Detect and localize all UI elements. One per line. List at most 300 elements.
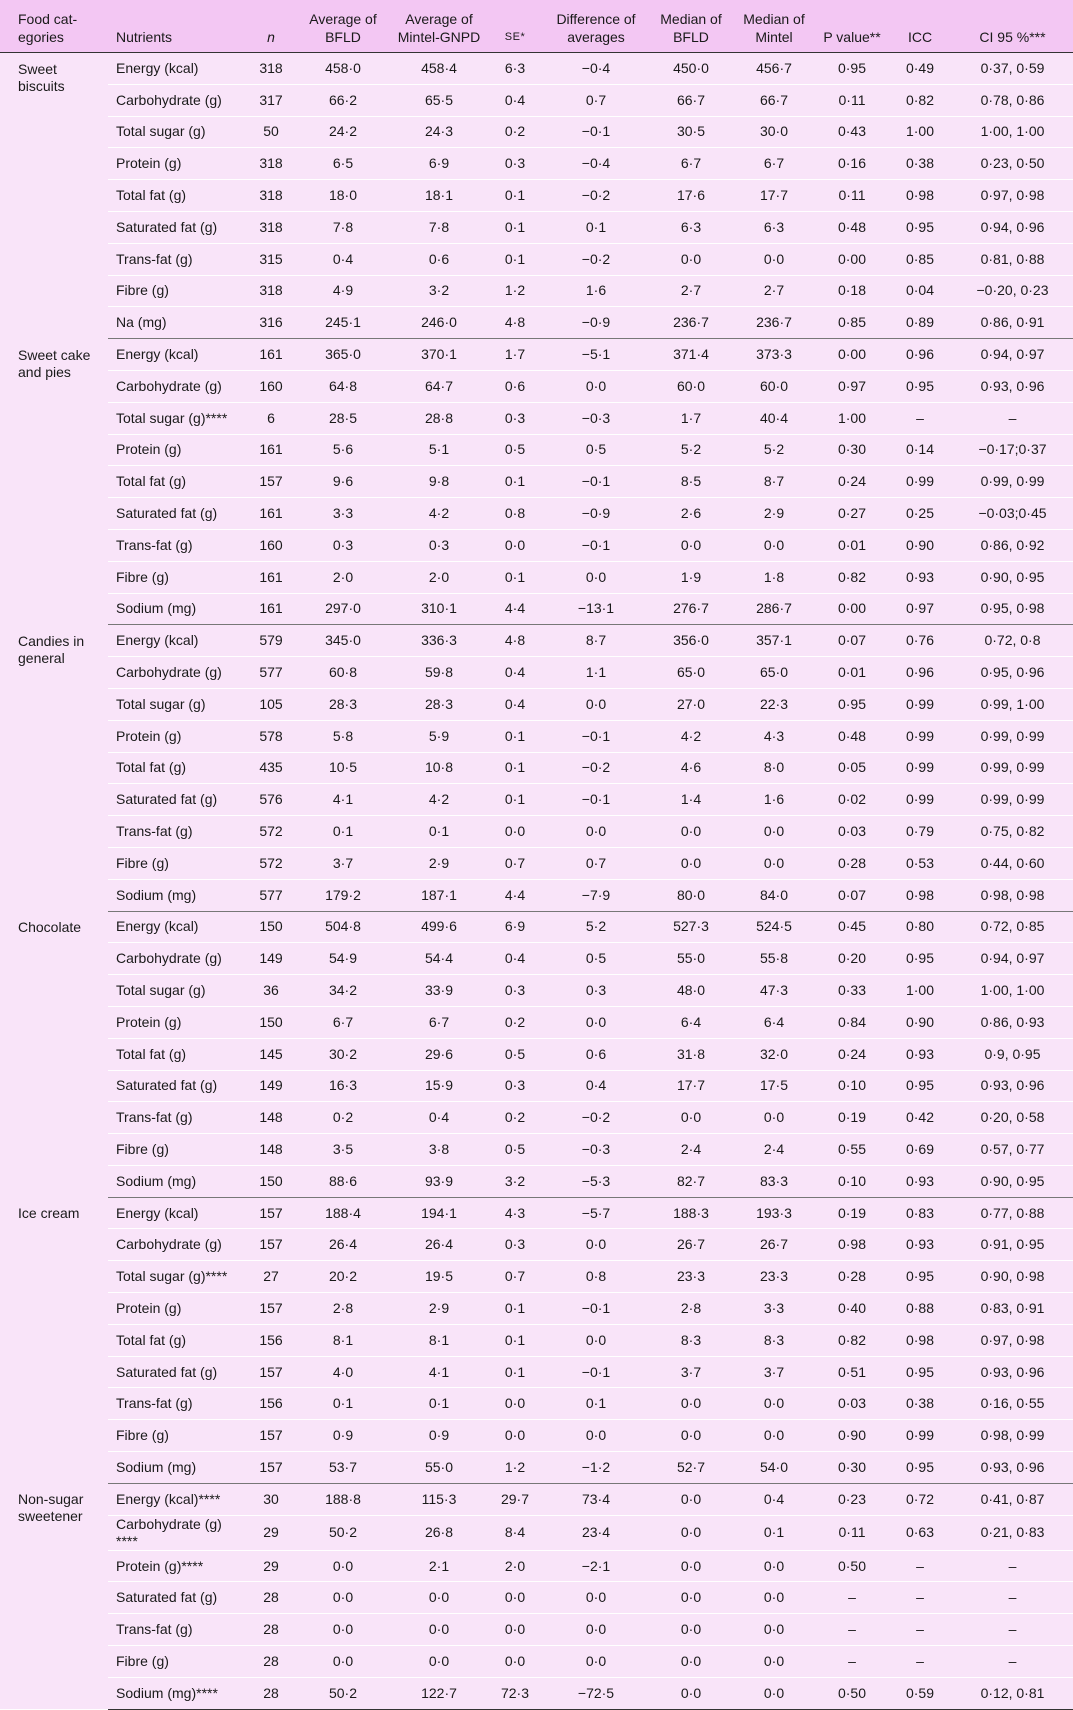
avg-mintel-cell: 4·2 (390, 498, 488, 530)
avg-bfld-cell: 0·4 (296, 243, 390, 275)
nutrient-cell: Total sugar (g) (108, 688, 246, 720)
avg-bfld-cell: 7·8 (296, 211, 390, 243)
median-mintel-cell: 0·0 (732, 1550, 816, 1582)
icc-cell: 0·82 (888, 84, 952, 116)
table-row (0, 1550, 1073, 1582)
ci-cell: 0·94, 0·96 (952, 211, 1073, 243)
avg-mintel-cell: 8·1 (390, 1324, 488, 1356)
nutrient-cell: Protein (g) (108, 434, 246, 466)
se-cell: 0·2 (488, 1006, 542, 1038)
col-se (488, 0, 542, 53)
avg-mintel-cell: 6·7 (390, 1006, 488, 1038)
avg-mintel-cell: 64·7 (390, 370, 488, 402)
se-cell: 4·8 (488, 307, 542, 339)
n-cell: 161 (246, 434, 296, 466)
se-cell: 2·0 (488, 1550, 542, 1582)
nutrient-cell: Sodium (mg) (108, 593, 246, 625)
avg-bfld-cell: 3·7 (296, 847, 390, 879)
n-cell: 157 (246, 1356, 296, 1388)
table-row (0, 720, 1073, 752)
difference-cell: −0·2 (542, 180, 650, 212)
median-mintel-cell: 3·7 (732, 1356, 816, 1388)
median-mintel-cell: 17·5 (732, 1070, 816, 1102)
median-mintel-cell: 0·4 (732, 1483, 816, 1515)
avg-bfld-cell: 0·0 (296, 1550, 390, 1582)
se-cell: 0·8 (488, 498, 542, 530)
median-bfld-cell: 55·0 (650, 943, 732, 975)
table-row (0, 1229, 1073, 1261)
avg-bfld-cell: 0·0 (296, 1582, 390, 1614)
difference-cell: 0·1 (542, 1388, 650, 1420)
nutrient-cell: Total fat (g) (108, 1324, 246, 1356)
table-row (0, 370, 1073, 402)
nutrient-cell: Fibre (g) (108, 561, 246, 593)
table-row (0, 116, 1073, 148)
median-bfld-cell: 31·8 (650, 1038, 732, 1070)
se-cell: 1·7 (488, 339, 542, 371)
avg-mintel-cell: 33·9 (390, 975, 488, 1007)
n-cell: 577 (246, 879, 296, 911)
avg-bfld-label: Average of BFLD (309, 11, 377, 45)
median-bfld-cell: 60·0 (650, 370, 732, 402)
ci-cell: – (952, 1550, 1073, 1582)
median-bfld-cell: 2·8 (650, 1293, 732, 1325)
icc-cell: 0·85 (888, 243, 952, 275)
table-row (0, 84, 1073, 116)
avg-bfld-cell: 10·5 (296, 752, 390, 784)
col-median-mintel (732, 0, 816, 53)
table-row (0, 1582, 1073, 1614)
difference-cell: 0·0 (542, 1614, 650, 1646)
avg-bfld-cell: 6·7 (296, 1006, 390, 1038)
p-value-cell: 0·07 (816, 879, 888, 911)
difference-cell: −2·1 (542, 1550, 650, 1582)
nutrient-cell: Energy (kcal) (108, 625, 246, 657)
icc-cell: 1·00 (888, 975, 952, 1007)
icc-cell: – (888, 1646, 952, 1678)
difference-cell: −72·5 (542, 1677, 650, 1709)
icc-cell: 0·93 (888, 1038, 952, 1070)
avg-bfld-cell: 3·5 (296, 1134, 390, 1166)
ci-cell: 0·9, 0·95 (952, 1038, 1073, 1070)
median-mintel-cell: 0·0 (732, 1582, 816, 1614)
table-row (0, 1197, 1073, 1229)
difference-cell: 0·0 (542, 688, 650, 720)
avg-bfld-cell: 179·2 (296, 879, 390, 911)
difference-cell: −0·3 (542, 402, 650, 434)
median-mintel-cell: 55·8 (732, 943, 816, 975)
table-row (0, 752, 1073, 784)
p-value-cell: 0·95 (816, 688, 888, 720)
avg-mintel-cell: 26·4 (390, 1229, 488, 1261)
nutrient-cell: Protein (g) (108, 1293, 246, 1325)
icc-cell: 1·00 (888, 116, 952, 148)
avg-bfld-cell: 0·9 (296, 1420, 390, 1452)
icc-cell: 0·95 (888, 1452, 952, 1484)
n-cell: 149 (246, 1070, 296, 1102)
difference-cell: 0·0 (542, 370, 650, 402)
median-bfld-cell: 2·4 (650, 1134, 732, 1166)
icc-cell: – (888, 402, 952, 434)
nutrient-cell: Protein (g)**** (108, 1550, 246, 1582)
table-row (0, 784, 1073, 816)
col-food-categories (0, 0, 108, 53)
se-cell: 0·1 (488, 561, 542, 593)
n-cell: 148 (246, 1102, 296, 1134)
table-row (0, 211, 1073, 243)
avg-mintel-cell: 194·1 (390, 1197, 488, 1229)
ci-cell: 0·21, 0·83 (952, 1515, 1073, 1550)
n-cell: 578 (246, 720, 296, 752)
ci-cell: – (952, 1646, 1073, 1678)
table-row (0, 1102, 1073, 1134)
difference-cell: 0·4 (542, 1070, 650, 1102)
difference-cell: 0·0 (542, 1324, 650, 1356)
col-nutrients (108, 0, 246, 53)
icc-cell: 0·53 (888, 847, 952, 879)
n-cell: 28 (246, 1614, 296, 1646)
median-bfld-cell: 0·0 (650, 1646, 732, 1678)
ci-cell: 0·16, 0·55 (952, 1388, 1073, 1420)
n-cell: 316 (246, 307, 296, 339)
nutrient-cell: Carbohydrate (g) (108, 657, 246, 689)
median-mintel-cell: 6·4 (732, 1006, 816, 1038)
se-cell: 0·7 (488, 1261, 542, 1293)
median-bfld-cell: 17·7 (650, 1070, 732, 1102)
se-cell: 0·1 (488, 466, 542, 498)
median-mintel-cell: 22·3 (732, 688, 816, 720)
ci-cell: 0·93, 0·96 (952, 1070, 1073, 1102)
n-label: n (267, 29, 275, 45)
icc-label: ICC (907, 29, 933, 45)
difference-cell: 23·4 (542, 1515, 650, 1550)
median-bfld-label: Median of BFLD (660, 11, 722, 45)
se-cell: 0·0 (488, 1582, 542, 1614)
n-cell: 318 (246, 53, 296, 85)
ci-cell: 0·99, 1·00 (952, 688, 1073, 720)
icc-cell: – (888, 1614, 952, 1646)
p-value-cell: 0·03 (816, 816, 888, 848)
ci-cell: 0·97, 0·98 (952, 1324, 1073, 1356)
difference-cell: 8·7 (542, 625, 650, 657)
median-bfld-cell: 0·0 (650, 1483, 732, 1515)
avg-mintel-cell: 336·3 (390, 625, 488, 657)
median-mintel-cell: 0·0 (732, 1102, 816, 1134)
difference-cell: 0·0 (542, 816, 650, 848)
difference-cell: −0·1 (542, 529, 650, 561)
median-mintel-cell: 0·0 (732, 816, 816, 848)
p-value-cell: 0·10 (816, 1070, 888, 1102)
col-median-bfld (650, 0, 732, 53)
median-mintel-cell: 456·7 (732, 53, 816, 85)
ci-cell: 0·78, 0·86 (952, 84, 1073, 116)
median-bfld-cell: 0·0 (650, 816, 732, 848)
nutrient-cell: Energy (kcal) (108, 1197, 246, 1229)
avg-mintel-cell: 187·1 (390, 879, 488, 911)
avg-bfld-cell: 60·8 (296, 657, 390, 689)
nutrient-cell: Trans-fat (g) (108, 243, 246, 275)
n-cell: 50 (246, 116, 296, 148)
n-cell: 572 (246, 847, 296, 879)
median-bfld-cell: 0·0 (650, 1677, 732, 1709)
avg-bfld-cell: 16·3 (296, 1070, 390, 1102)
se-cell: 3·2 (488, 1165, 542, 1197)
median-mintel-cell: 0·0 (732, 1388, 816, 1420)
avg-bfld-cell: 458·0 (296, 53, 390, 85)
p-value-cell: 0·11 (816, 1515, 888, 1550)
col-n (246, 0, 296, 53)
p-value-cell: 0·28 (816, 1261, 888, 1293)
table-row (0, 943, 1073, 975)
nutrient-cell: Saturated fat (g) (108, 1070, 246, 1102)
median-mintel-cell: 2·7 (732, 275, 816, 307)
median-mintel-cell: 0·0 (732, 847, 816, 879)
p-value-cell: 0·50 (816, 1550, 888, 1582)
ci-cell: 0·90, 0·95 (952, 1165, 1073, 1197)
icc-cell: 0·88 (888, 1293, 952, 1325)
n-cell: 318 (246, 211, 296, 243)
p-value-cell: 0·20 (816, 943, 888, 975)
median-bfld-cell: 0·0 (650, 1388, 732, 1420)
p-value-cell: 0·11 (816, 180, 888, 212)
median-bfld-cell: 0·0 (650, 1614, 732, 1646)
icc-cell: 0·96 (888, 339, 952, 371)
difference-cell: −1·2 (542, 1452, 650, 1484)
n-cell: 157 (246, 466, 296, 498)
icc-cell: 0·93 (888, 1229, 952, 1261)
ci-cell: 0·95, 0·96 (952, 657, 1073, 689)
se-cell: 0·1 (488, 1324, 542, 1356)
food-category-cell: Non-sugar sweetener (0, 1483, 108, 1709)
icc-cell: 0·80 (888, 911, 952, 943)
difference-cell: −0·1 (542, 1293, 650, 1325)
avg-bfld-cell: 8·1 (296, 1324, 390, 1356)
p-value-cell: 0·24 (816, 1038, 888, 1070)
median-mintel-cell: 84·0 (732, 879, 816, 911)
difference-cell: 0·0 (542, 1646, 650, 1678)
ci-cell: 0·93, 0·96 (952, 1452, 1073, 1484)
se-cell: 0·1 (488, 752, 542, 784)
nutrient-cell: Protein (g) (108, 148, 246, 180)
median-bfld-cell: 48·0 (650, 975, 732, 1007)
avg-mintel-cell: 10·8 (390, 752, 488, 784)
nutrient-cell: Energy (kcal) (108, 53, 246, 85)
table-row (0, 1388, 1073, 1420)
ci-cell: 0·37, 0·59 (952, 53, 1073, 85)
icc-cell: 0·98 (888, 879, 952, 911)
median-bfld-cell: 30·5 (650, 116, 732, 148)
header-row (0, 0, 1073, 53)
median-bfld-cell: 0·0 (650, 1550, 732, 1582)
n-cell: 160 (246, 370, 296, 402)
avg-mintel-cell: 0·3 (390, 529, 488, 561)
col-avg-mintel (390, 0, 488, 53)
p-value-cell: 0·30 (816, 434, 888, 466)
food-category-cell: Chocolate (0, 911, 108, 1197)
median-bfld-cell: 0·0 (650, 1582, 732, 1614)
nutrient-cell: Fibre (g) (108, 1134, 246, 1166)
avg-mintel-cell: 18·1 (390, 180, 488, 212)
median-mintel-cell: 0·0 (732, 243, 816, 275)
avg-mintel-cell: 28·3 (390, 688, 488, 720)
table-row (0, 1677, 1073, 1709)
avg-bfld-cell: 26·4 (296, 1229, 390, 1261)
table-row (0, 593, 1073, 625)
avg-mintel-cell: 310·1 (390, 593, 488, 625)
n-cell: 29 (246, 1550, 296, 1582)
difference-cell: 0·0 (542, 1420, 650, 1452)
food-category-cell: Sweet cake and pies (0, 339, 108, 625)
nutrient-cell: Fibre (g) (108, 847, 246, 879)
p-value-cell: 0·01 (816, 657, 888, 689)
ci-cell: 0·93, 0·96 (952, 1356, 1073, 1388)
se-cell: 0·4 (488, 84, 542, 116)
difference-cell: −0·2 (542, 752, 650, 784)
difference-cell: 1·1 (542, 657, 650, 689)
median-mintel-cell: 0·0 (732, 1420, 816, 1452)
median-mintel-cell: 8·3 (732, 1324, 816, 1356)
ci-cell: – (952, 1614, 1073, 1646)
p-value-cell: 0·18 (816, 275, 888, 307)
avg-bfld-cell: 66·2 (296, 84, 390, 116)
median-mintel-cell: 524·5 (732, 911, 816, 943)
nutrient-cell: Carbohydrate (g) (108, 1229, 246, 1261)
n-cell: 29 (246, 1515, 296, 1550)
nutrient-cell: Trans-fat (g) (108, 816, 246, 848)
se-cell: 0·1 (488, 1356, 542, 1388)
avg-bfld-cell: 504·8 (296, 911, 390, 943)
p-value-cell: 0·45 (816, 911, 888, 943)
median-bfld-cell: 82·7 (650, 1165, 732, 1197)
avg-bfld-cell: 50·2 (296, 1515, 390, 1550)
table-header (0, 0, 1073, 53)
icc-cell: 0·95 (888, 1261, 952, 1293)
ci-cell: 0·99, 0·99 (952, 466, 1073, 498)
se-cell: 0·4 (488, 688, 542, 720)
n-cell: 579 (246, 625, 296, 657)
table-row (0, 243, 1073, 275)
avg-mintel-cell: 54·4 (390, 943, 488, 975)
icc-cell: 0·38 (888, 148, 952, 180)
icc-cell: 0·38 (888, 1388, 952, 1420)
median-mintel-cell: 0·0 (732, 1677, 816, 1709)
p-value-cell: 0·90 (816, 1420, 888, 1452)
n-cell: 150 (246, 1006, 296, 1038)
nutrient-cell: Total fat (g) (108, 466, 246, 498)
avg-mintel-cell: 2·9 (390, 1293, 488, 1325)
se-cell: 0·3 (488, 975, 542, 1007)
p-value-cell: 0·19 (816, 1102, 888, 1134)
avg-mintel-cell: 28·8 (390, 402, 488, 434)
median-bfld-cell: 0·0 (650, 1515, 732, 1550)
median-mintel-cell: 1·6 (732, 784, 816, 816)
avg-mintel-cell: 0·0 (390, 1614, 488, 1646)
difference-cell: 0·6 (542, 1038, 650, 1070)
ci-cell: 1·00, 1·00 (952, 975, 1073, 1007)
median-mintel-cell: 1·8 (732, 561, 816, 593)
ci-cell: 0·23, 0·50 (952, 148, 1073, 180)
median-mintel-cell: 23·3 (732, 1261, 816, 1293)
col-avg-bfld (296, 0, 390, 53)
avg-bfld-cell: 0·2 (296, 1102, 390, 1134)
avg-bfld-cell: 34·2 (296, 975, 390, 1007)
p-value-cell: 0·07 (816, 625, 888, 657)
avg-mintel-cell: 65·5 (390, 84, 488, 116)
table-row (0, 688, 1073, 720)
n-cell: 157 (246, 1229, 296, 1261)
n-cell: 576 (246, 784, 296, 816)
icc-cell: 0·95 (888, 211, 952, 243)
icc-cell: 0·89 (888, 307, 952, 339)
se-cell: 0·0 (488, 1388, 542, 1420)
food-categories-label: Food cat-egories (18, 11, 78, 45)
median-mintel-cell: 0·0 (732, 529, 816, 561)
n-cell: 157 (246, 1420, 296, 1452)
n-cell: 150 (246, 911, 296, 943)
n-cell: 6 (246, 402, 296, 434)
avg-bfld-cell: 88·6 (296, 1165, 390, 1197)
nutrient-cell: Total sugar (g) (108, 975, 246, 1007)
nutrient-cell: Fibre (g) (108, 1420, 246, 1452)
difference-cell: 0·0 (542, 561, 650, 593)
avg-mintel-cell: 59·8 (390, 657, 488, 689)
avg-mintel-cell: 6·9 (390, 148, 488, 180)
food-category-cell: Sweet biscuits (0, 53, 108, 339)
difference-cell: −5·7 (542, 1197, 650, 1229)
avg-bfld-cell: 245·1 (296, 307, 390, 339)
difference-cell: 0·1 (542, 211, 650, 243)
median-bfld-cell: 0·0 (650, 1420, 732, 1452)
nutrient-cell: Na (mg) (108, 307, 246, 339)
n-cell: 318 (246, 148, 296, 180)
nutrient-cell: Carbohydrate (g) (108, 943, 246, 975)
n-cell: 150 (246, 1165, 296, 1197)
avg-bfld-cell: 9·6 (296, 466, 390, 498)
avg-mintel-cell: 122·7 (390, 1677, 488, 1709)
ci-cell: 0·12, 0·81 (952, 1677, 1073, 1709)
ci-cell: 0·94, 0·97 (952, 943, 1073, 975)
median-bfld-cell: 3·7 (650, 1356, 732, 1388)
n-cell: 156 (246, 1388, 296, 1420)
avg-bfld-cell: 5·8 (296, 720, 390, 752)
table-row (0, 1070, 1073, 1102)
avg-mintel-cell: 55·0 (390, 1452, 488, 1484)
avg-mintel-cell: 19·5 (390, 1261, 488, 1293)
ci-cell: 0·72, 0·85 (952, 911, 1073, 943)
median-bfld-cell: 0·0 (650, 243, 732, 275)
ci-cell: 0·90, 0·98 (952, 1261, 1073, 1293)
median-mintel-cell: 5·2 (732, 434, 816, 466)
se-cell: 0·1 (488, 211, 542, 243)
avg-mintel-cell: 0·1 (390, 816, 488, 848)
icc-cell: 0·99 (888, 688, 952, 720)
median-bfld-cell: 0·0 (650, 529, 732, 561)
icc-cell: 0·25 (888, 498, 952, 530)
difference-cell: 0·0 (542, 1582, 650, 1614)
ci-cell: – (952, 1582, 1073, 1614)
table-row (0, 879, 1073, 911)
nutrient-cell: Total fat (g) (108, 752, 246, 784)
ci-cell: 0·72, 0·8 (952, 625, 1073, 657)
icc-cell: 0·04 (888, 275, 952, 307)
table-row (0, 1261, 1073, 1293)
avg-bfld-cell: 53·7 (296, 1452, 390, 1484)
ci-cell: 0·99, 0·99 (952, 784, 1073, 816)
avg-bfld-cell: 4·1 (296, 784, 390, 816)
difference-cell: −0·1 (542, 116, 650, 148)
table-row (0, 307, 1073, 339)
difference-cell: 1·6 (542, 275, 650, 307)
